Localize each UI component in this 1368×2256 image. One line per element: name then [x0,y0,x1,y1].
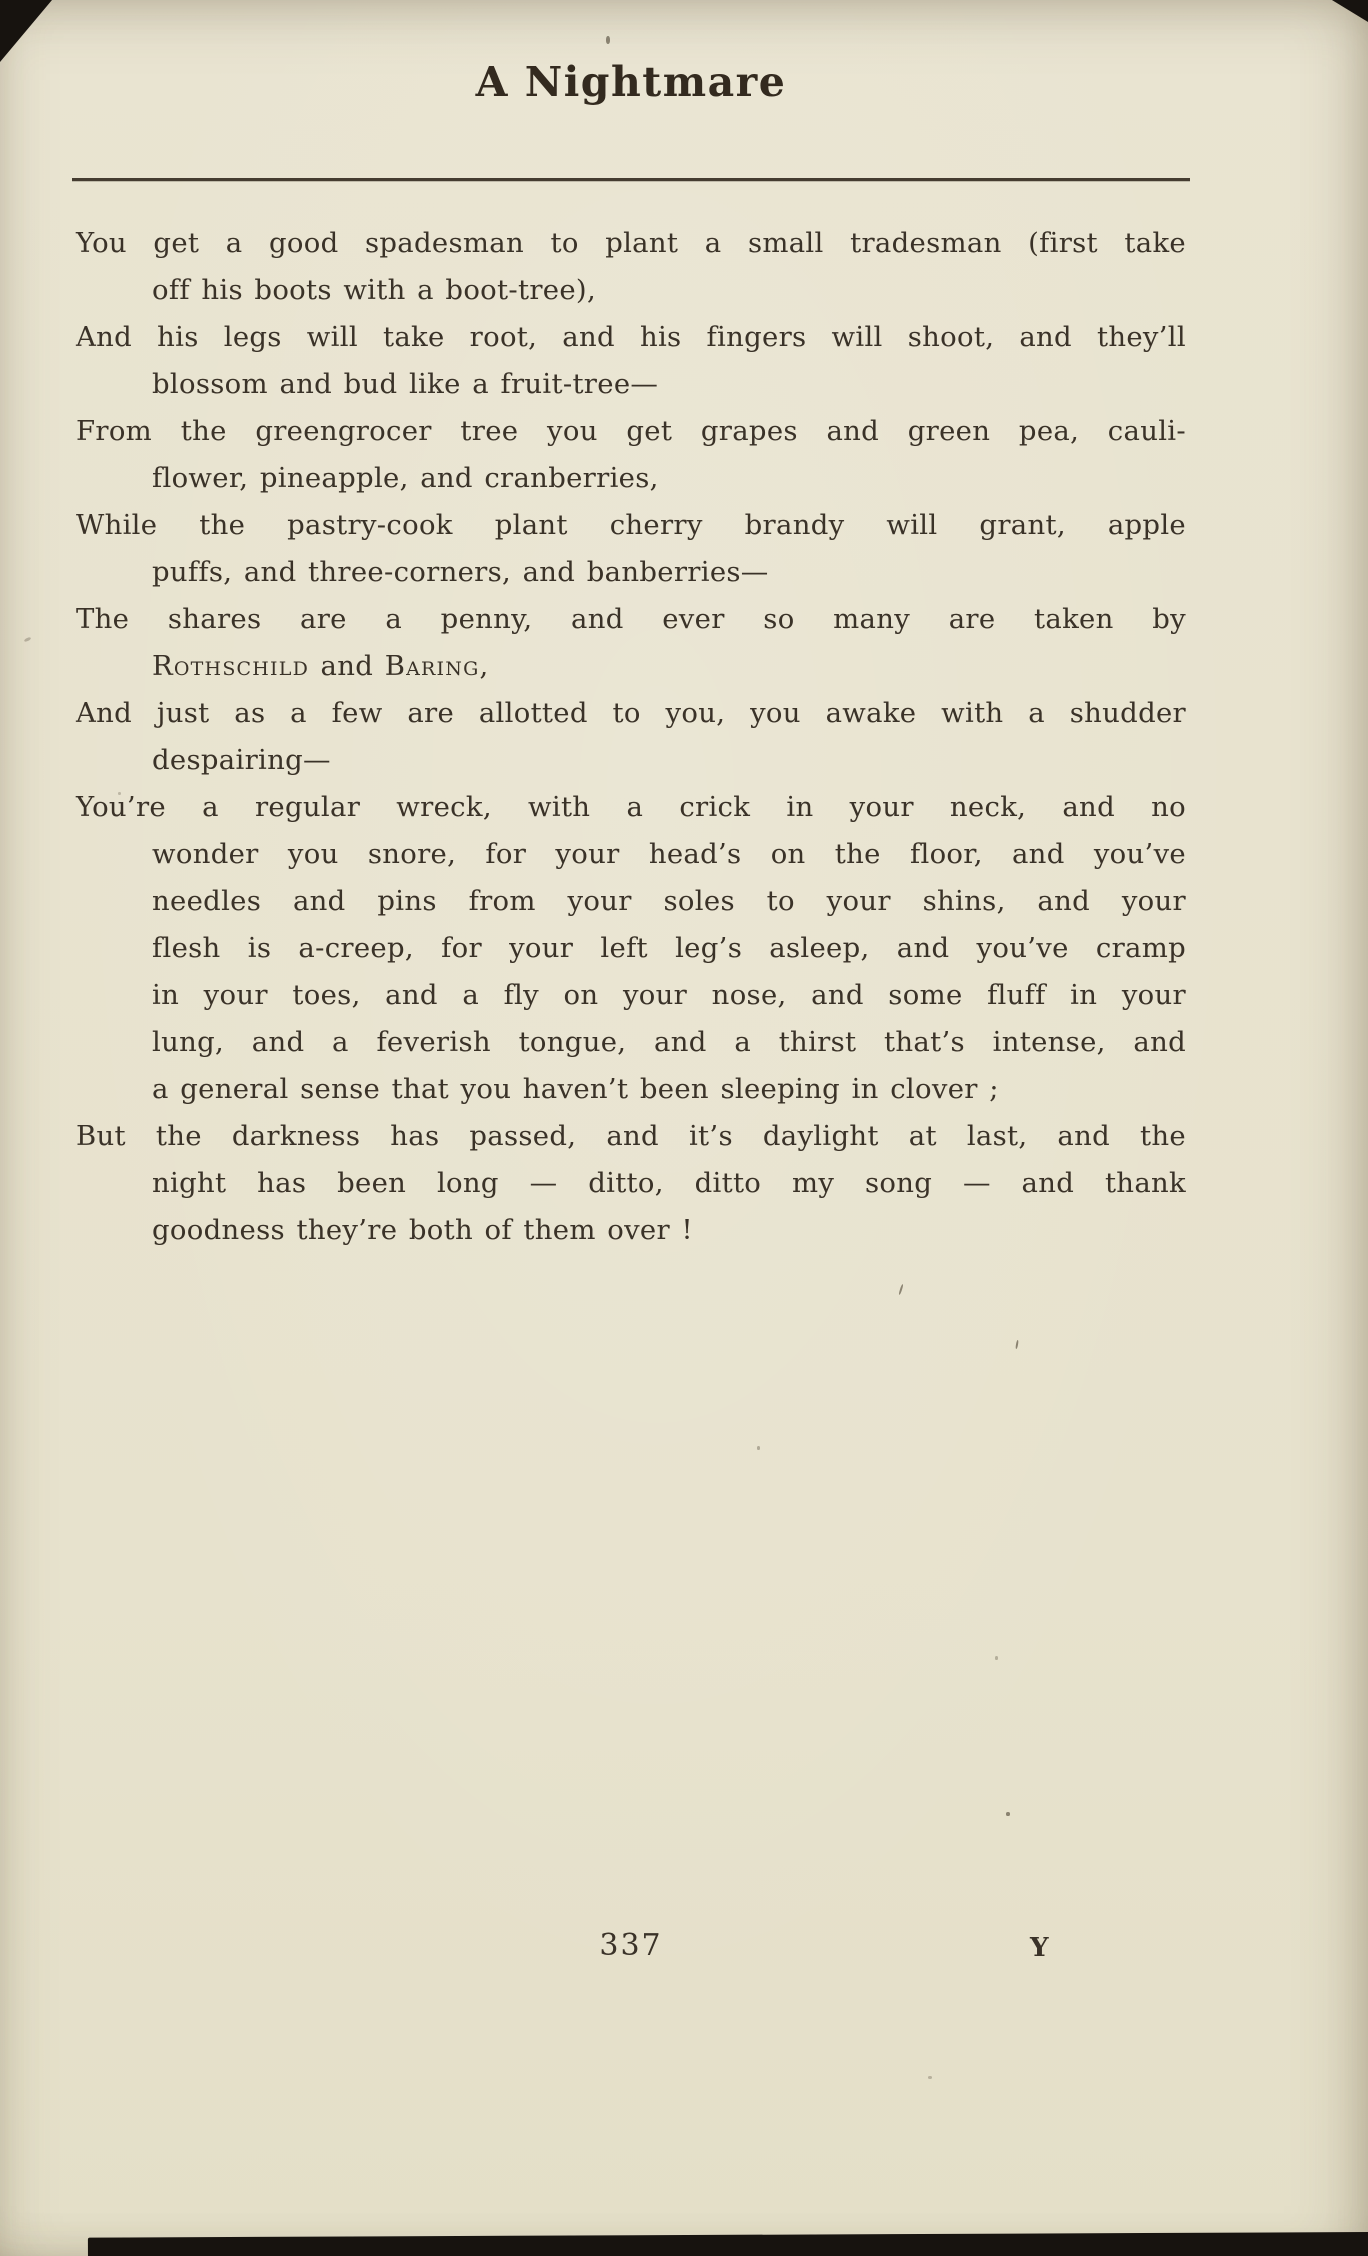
poem-line: The shares are a penny, and ever so many are taken by [76,603,1186,635]
scan-edge-artifact-bottom [88,2232,1368,2256]
scan-speck [898,1284,903,1295]
scan-speck [757,1446,760,1450]
poem-line: But the darkness has passed, and it’s daylight at last, and the [76,1120,1186,1152]
poem-line: You get a good spadesman to plant a small tradesman (first take [76,227,1186,259]
poem [76,220,1186,1254]
scan-speck [1015,1340,1019,1349]
poem-line: flesh is a-creep, for your left leg’s asleep, and you’ve cramp [152,932,1186,964]
scan-corner-artifact-top-left [0,0,52,62]
poem-line: needles and pins from your soles to your shins, and your [152,885,1186,917]
scan-speck [928,2076,932,2079]
poem-line: You’re a regular wreck, with a crick in your neck, and no [76,791,1186,823]
poem-line: From the greengrocer tree you get grapes and green pea, cauli- [76,415,1186,447]
poem-line: And his legs will take root, and his fingers will shoot, and they’ll [76,321,1186,353]
poem-line: wonder you snore, for your head’s on the floor, and you’ve [152,838,1186,870]
page-title: A Nightmare [475,58,787,106]
poem-line: lung, and a feverish tongue, and a thirst that’s intense, and [152,1026,1186,1058]
scan-speck [606,36,610,44]
poem-line: flower, pineapple, and cranberries, [152,462,659,494]
poem-line: While the pastry-cook plant cherry brandy will grant, apple [76,509,1186,541]
scan-speck [1006,1812,1010,1816]
scan-speck [24,637,32,643]
scan-corner-artifact-top-right [1324,0,1368,22]
poem-line: night has been long — ditto, ditto my song — and thank [152,1167,1186,1199]
poem-line: And just as a few are allotted to you, you awake with a shudder [76,697,1186,729]
poem-line: goodness they’re both of them over ! [152,1214,693,1246]
title-rule [72,178,1190,181]
poem-line: blossom and bud like a fruit-tree— [152,368,659,400]
small-caps-proper-name: Rothschild [152,650,310,682]
scan-speck [995,1656,998,1660]
poem-line: despairing— [152,744,331,776]
poem-line: a general sense that you haven’t been sleeping in clover ; [152,1073,999,1105]
signature-mark: Y [1030,1933,1049,1963]
poem-text: and [309,650,385,682]
poem-line: puffs, and three-corners, and banberries— [152,556,769,588]
poem-line: off his boots with a boot-tree), [152,274,596,306]
small-caps-proper-name: Baring, [384,650,490,682]
scan-speck [118,792,121,795]
page-number: 337 [599,1928,663,1963]
poem-line: in your toes, and a fly on your nose, and some fluff in your [152,979,1186,1011]
poem-line [76,643,1186,690]
